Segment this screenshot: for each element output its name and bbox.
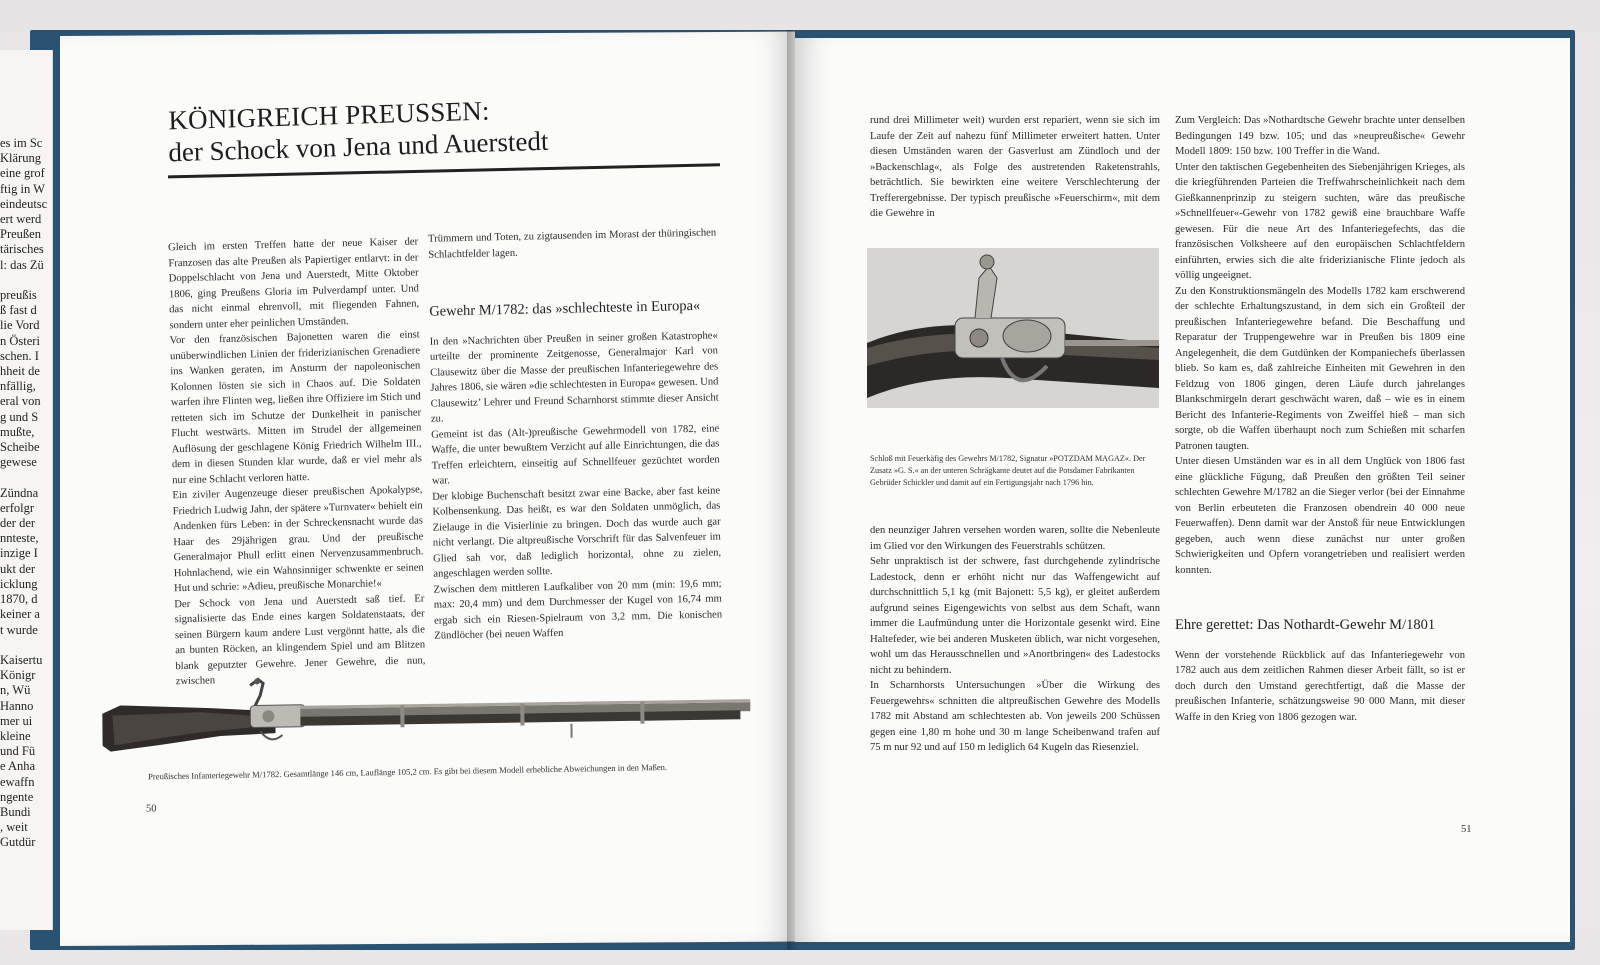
previous-page-line: hheit de xyxy=(0,364,40,379)
paragraph: Wenn der vorstehende Rückblick auf das Infanteriegewehr von 1782 auch aus dem zeitlichen Rahmen dieser Arbeit fällt, so ist er doch durch den Umstand gerechtfertigt, daß die Masse der preußischen Infanterie, schätzungsweise 90 000 Mann, mit dieser Waffe in den Krieg von 1806 gezogen war. xyxy=(1175,649,1465,723)
paragraph: den neunziger Jahren versehen worden waren, sollte die Nebenleute im Glied vor den Wirkungen des Feuerstrahls schützen. xyxy=(870,525,1160,552)
previous-page-line xyxy=(0,638,47,653)
previous-page-line: nfällig, xyxy=(0,379,36,394)
previous-page-line: Hanno xyxy=(0,698,34,713)
previous-page-line: Scheibe xyxy=(0,440,40,455)
previous-page-line: Klärung xyxy=(0,151,41,166)
previous-page-line: ß fast d xyxy=(0,303,37,318)
previous-page-line: Kaisertu xyxy=(0,652,43,667)
right-column-1 xyxy=(870,113,1160,222)
paragraph: rund drei Millimeter weit) wurden erst repariert, wenn sie sich im Laufe der Zeit auf nahezu fünf Millimeter erweitert hatten. Unter diesen Umständen waren der Gasverlust am Zündloch und der »Backenschlag«, als Folge des austretenden Raketenstrahls, beträchtlich. Sie bewirkten eine weitere Verschlechterung der Trefferergebnisse. Der typisch preußische »Feuerschirm«, mit dem die Gewehre in xyxy=(870,115,1160,219)
page-number-right: 51 xyxy=(1461,824,1472,835)
right-column-2 xyxy=(1175,113,1465,725)
gun-lock-photo xyxy=(867,248,1159,408)
previous-page-line: Zündna xyxy=(0,485,39,500)
previous-page-line: es im Sc xyxy=(0,136,43,150)
previous-page-line: n Österi xyxy=(0,333,40,348)
previous-page-line: eral von xyxy=(0,394,41,409)
previous-page-edge xyxy=(0,50,53,930)
previous-page-line: ert werd xyxy=(0,212,42,227)
paragraph: Unter den taktischen Gegebenheiten des Siebenjährigen Krieges, als die kriegführenden Parteien die Treffwahrscheinlichkeit nach dem Gießkannenprinzip zu steigern suchten, wäre das preußische »Schnellfeuer«-Gewehr von 1782 gewiß eine brauchbare Waffe gewesen. Für die neue Art des Infanteriegefechts, das die französischen Volksheere auf den europäischen Schlachtfeldern einführten, erwies sich die alte friderizianische Flinte jedoch als völlig ungeeignet. xyxy=(1175,161,1465,281)
right-page xyxy=(795,38,1570,942)
previous-page-line: 1870, d xyxy=(0,592,38,607)
section-heading: Ehre gerettet: Das Nothardt-Gewehr M/1801 xyxy=(1175,617,1436,633)
paragraph: Zwischen dem mittleren Laufkaliber von 20 mm (min: 19,6 mm; max: 20,4 mm) und dem Durchmesser der Kugel von 16,74 mm ergab sich ein Riesen-Spielraum von 3,2 mm. Die konischen Zündlöcher (bei neuen Waffen xyxy=(433,577,723,642)
page-number-left: 50 xyxy=(146,803,157,815)
paragraph: Vor den französischen Bajonetten waren die einst unüberwindlichen Linien der friderizianischen Grenadiere ins Wanken geraten, im Ansturm der napoleonischen Kolonnen lösten sie sich in Chaos auf. Die Soldaten warfen ihre Flinten weg, ließen ihre Offiziere im Stich und retteten sich im Schutze der Dunkelheit in panischer Flucht westwärts. Mitten im Strudel der allgemeinen Auflösung der geschlagene König Friedrich Wilhelm III., dem in diesen Stunden klar wurde, daß er viel mehr als nur eine Schlacht verloren hatte. xyxy=(169,329,422,486)
previous-page-line: tärisches xyxy=(0,242,44,257)
paragraph: Gemeint ist das (Alt-)preußische Gewehrmodell von 1782, eine Waffe, die unter bewußtem Verzicht auf alle Einrichtungen, die das Treffen erleichtern, einseitig auf Schnellfeuer gezüchtet worden war. xyxy=(431,422,720,487)
previous-page-line: lie Vord xyxy=(0,318,40,333)
previous-page-line: g und S xyxy=(0,409,39,424)
previous-page-line: n, Wü xyxy=(0,683,31,698)
previous-page-line: eine grof xyxy=(0,166,45,181)
left-column-2 xyxy=(428,225,722,644)
paragraph: Ein ziviler Augenzeuge dieser preußischen Apokalypse, Friedrich Ludwig Jahn, der spätere »Turnvater« behielt ein Andenken fürs Leben: in der Schreckensnacht wurde das Haar des 29jährigen grau. Und der preußische Generalmajor Phull erlitt einen Nervenzusammenbruch. Hohnlachend, wie ein Wahnsinniger schwenkte er seinen Hut und schrie: »Adieu, preußische Monarchie!« xyxy=(172,484,424,595)
left-column-1 xyxy=(168,234,426,689)
previous-page-line: ftig in W xyxy=(0,181,45,196)
previous-page-line: keiner a xyxy=(0,607,40,622)
previous-page-line: nnteste, xyxy=(0,531,39,546)
previous-page-line: ewaffn xyxy=(0,774,35,789)
paragraph: Der Schock von Jena und Auerstedt saß tief. Er signalisierte das Ende eines kargen Soldatenstaats, der seinen Bürgern kaum andere Lust vergönnt hatte, als die an bunten Röcken, an klingendem Spiel und am Blitzen blank geputzter Gewehre. Jener Gewehre, die nun, zwischen xyxy=(174,592,426,688)
previous-page-line: mußte, xyxy=(0,424,35,439)
musket-photo xyxy=(100,666,761,756)
previous-page-line: icklung xyxy=(0,576,38,591)
previous-page-line: Gutdür xyxy=(0,835,36,850)
paragraph: In Scharnhorsts Untersuchungen »Über die Wirkung des Feuergewehrs« schnitten die altpreußischen Gewehre des Modells 1782 mit Abstand am schlechtesten ab. Von jeweils 200 Schüssen gegen eine 1,80 m hohe und 30 m lange Scheibenwand trafen auf 75 m nur 92 und auf 150 m lediglich 64 Kugeln das Riesenziel. xyxy=(870,680,1160,753)
previous-page-line xyxy=(0,470,47,485)
previous-page-line: erfolgr xyxy=(0,500,35,515)
previous-page-line xyxy=(0,273,47,288)
previous-page-line: preußis xyxy=(0,288,37,303)
section-heading: Gewehr M/1782: das »schlechteste in Europa« xyxy=(429,297,701,320)
musket-caption: Preußisches Infanteriegewehr M/1782. Gesamtlänge 146 cm, Lauflänge 105,2 cm. Es gibt bei diesem Modell erhebliche Abweichungen in den Maßen. xyxy=(148,761,668,782)
previous-page-line: der der xyxy=(0,516,36,531)
paragraph: Sehr unpraktisch ist der schwere, fast durchgehende zylindrische Ladestock, denn er erhöht nicht nur das Waffengewicht auf durchschnittlich 5,1 kg (mit Bajonett: 5,5 kg), er gleitet außerdem aufgrund seines Eigengewichts von selbst aus dem Schaft, wann immer die Laufmündung unter die Horizontale gesenkt wird. Eine Haltefeder, wie bei anderen Musketen üblich, war nicht vorgesehen, wohl um das Herausschnellen und »Anortbringen« des Ladestocks nicht zu behindern. xyxy=(870,556,1160,676)
previous-page-line: eindeutsc xyxy=(0,196,48,211)
gun-lock-image xyxy=(867,248,1159,408)
previous-page-line: kleine xyxy=(0,728,31,743)
previous-page-line: Preußen xyxy=(0,227,41,242)
previous-page-line: inzige I xyxy=(0,546,38,561)
previous-page-line: l: das Zü xyxy=(0,257,44,272)
paragraph: Zu den Konstruktionsmängeln des Modells 1782 kam erschwerend der schlechte Erhaltungszustand, in dem sich ein Großteil der preußischen Infanteriegewehre befand. Die Beschaffung und Reparatur der Truppengewehre war in Preußen bis 1809 eine Angelegenheit, die dem Gutdünken der Kompaniechefs überlassen blieb. So kam es, daß zahlreiche Einheiten mit Gewehren in den Feldzug von 1806 gingen, deren Läufe durch jahrelanges Blankschmirgeln derart geschwächt waren, daß – wie es in einem Bericht des Infanterie-Regiments von Zweiffel hieß – man sich sorgte, ob die Waffen überhaupt noch zum Schießen mit scharfen Patronen taugten. xyxy=(1175,285,1465,452)
paragraph: Unter diesen Umständen war es in all dem Unglück von 1806 fast eine glückliche Fügung, daß Preußen den größten Teil seiner schlechten Gewehre M/1782 an die Sieger verlor (bei der Einnahme von Berlin erbeuteten die Franzosen obendrein 40 000 neue Feuerwaffen). Denn damit war der Anstoß für neue Entwicklungen gegeben, auch wenn diese zunächst nur unter großen Schwierigkeiten und Opfern vorangetrieben und realisiert werden konnten. xyxy=(1175,456,1465,576)
gun-lock-caption: Schloß mit Feuerkäfig des Gewehrs M/1782, Signatur »POTZDAM MAGAZ«. Der Zusatz »G. S.« an der unteren Schrägkante deutet auf die Potsdamer Fabrikanten Gebrüder Schickler und damit auf ein Fertigungsjahr nach 1796 hin. xyxy=(870,454,1146,488)
previous-page-line: e Anha xyxy=(0,759,36,774)
paragraph: Der klobige Buchenschaft besitzt zwar eine Backe, aber fast keine Kolbensenkung. Das heißt, es war den Soldaten unmöglich, das Zielauge in die Visierlinie zu bringen. Doch das wurde auch gar nicht verlangt. Die altpreußische Vorschrift für das Salvenfeuer im Glied sah vor, daß lediglich horizontal, ohne zu zielen, angeschlagen werden sollte. xyxy=(432,484,722,580)
previous-page-line: Königr xyxy=(0,668,36,683)
previous-page-line: mer ui xyxy=(0,713,33,728)
right-column-1-continued xyxy=(870,523,1160,756)
previous-page-line: , weit xyxy=(0,820,28,835)
paragraph: Zum Vergleich: Das »Nothardtsche Gewehr brachte unter denselben Bedingungen 149 bzw. 105; und das »neupreußische« Gewehr Modell 1809: 150 bzw. 100 Treffer in die Wand. xyxy=(1175,115,1465,157)
paragraph: In den »Nachrichten über Preußen in seiner großen Katastrophe« urteilte der prominente Zeitgenosse, Generalmajor Karl von Clausewitz über die Masse der preußischen Infanteriegewehre des Jahres 1806, sie wären »die schlechtesten in Europa« gewesen. Und Clausewitz’ Lehrer und Freund Scharnhorst stimmte dieser Ansicht zu. xyxy=(429,329,719,425)
previous-page-line: gewese xyxy=(0,455,37,470)
previous-page-line: schen. I xyxy=(0,348,39,363)
paragraph: Trümmern und Toten, zu zigtausenden im Morast der thüringischen Schlachtfelder lagen. xyxy=(428,227,717,261)
chapter-subtitle: der Schock von Jena und Auerstedt xyxy=(168,125,549,168)
paragraph: Gleich im ersten Treffen hatte der neue Kaiser der Franzosen das alte Preußen als Papiertiger entlarvt: in der Doppelschlacht von Jena und Auerstedt, Mitte Oktober 1806, ging Preußens Gloria im Pulverdampf unter. Und das nicht einmal ehrenvoll, mit fliegenden Fahnen, sondern unter eher peinlichen Umständen. xyxy=(168,236,420,331)
previous-page-line: und Fü xyxy=(0,744,36,759)
left-page xyxy=(60,32,795,946)
previous-page-line: ukt der xyxy=(0,561,36,576)
previous-page-line: t wurde xyxy=(0,622,38,637)
chapter-title: KÖNIGREICH PREUSSEN: xyxy=(168,95,490,136)
previous-page-line: Bundi xyxy=(0,804,31,819)
previous-page-line: ngente xyxy=(0,789,34,804)
previous-page-text xyxy=(0,136,47,851)
